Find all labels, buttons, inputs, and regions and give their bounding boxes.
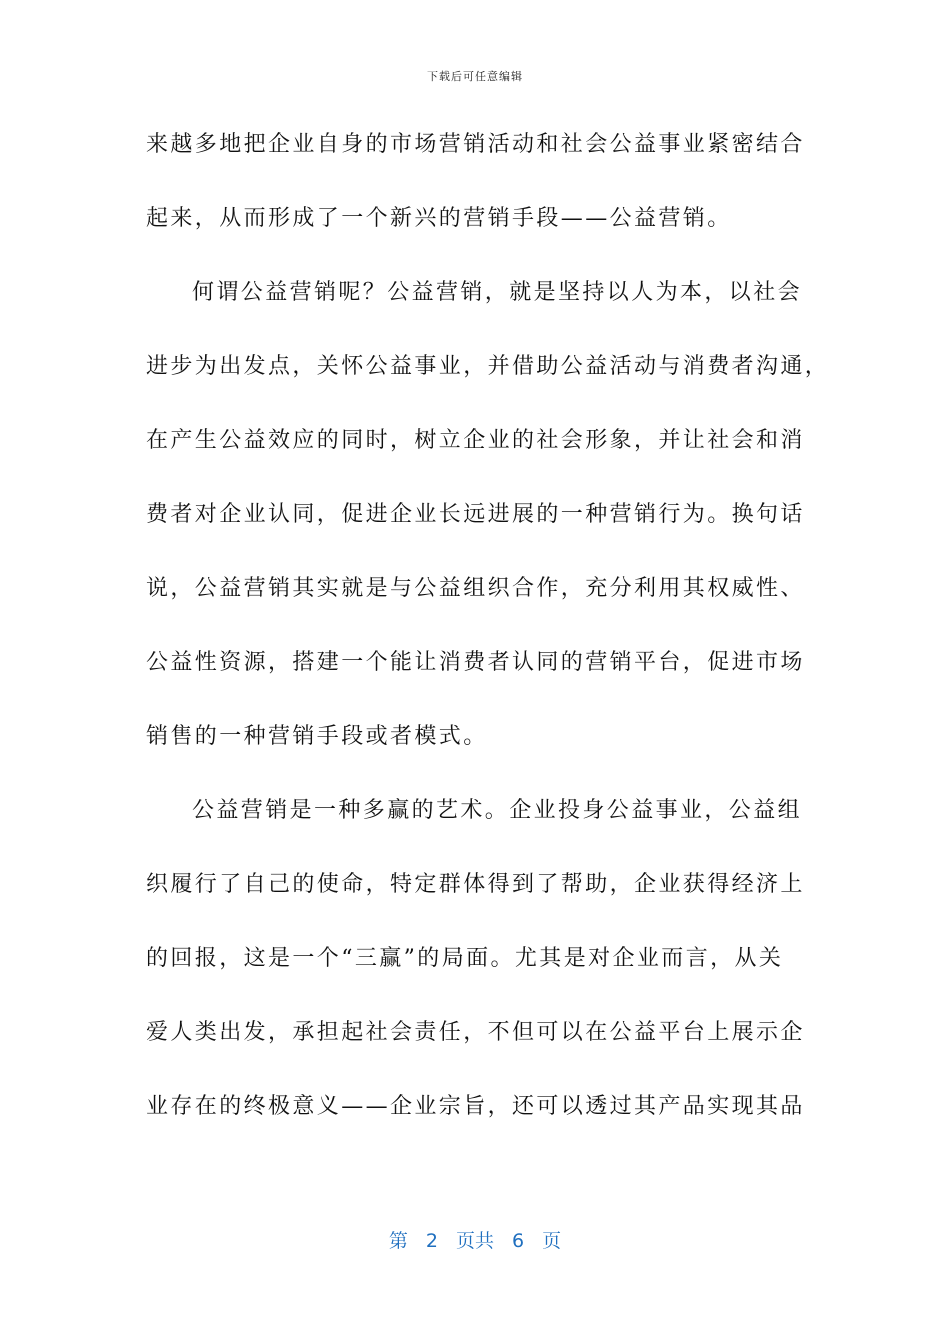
text-line: 在产生公益效应的同时，树立企业的社会形象，并让社会和消 <box>146 428 805 453</box>
text-line: 织履行了自己的使命，特定群体得到了帮助，企业获得经济上 <box>146 872 805 897</box>
body-text <box>146 123 830 1159</box>
text-line: 来越多地把企业自身的市场营销活动和社会公益事业紧密结合 <box>146 132 805 157</box>
text-line: 销售的一种营销手段或者模式。 <box>146 724 488 749</box>
text-line: 业存在的终极意义——企业宗旨，还可以透过其产品实现其品 <box>146 1094 805 1119</box>
footer-prefix: 第 <box>388 1230 408 1252</box>
text-line: 进步为出发点，关怀公益事业，并借助公益活动与消费者沟通， <box>146 354 830 379</box>
footer-middle: 页共 <box>455 1230 494 1252</box>
text-line: 说，公益营销其实就是与公益组织合作，充分利用其权威性、 <box>146 576 805 601</box>
text-line: 费者对企业认同，促进企业长远进展的一种营销行为。换句话 <box>146 502 805 527</box>
page-footer <box>0 1226 950 1253</box>
paragraph-start-line: 何谓公益营销呢？公益营销，就是坚持以人为本，以社会 <box>192 280 803 305</box>
text-line: 的回报，这是一个“三赢”的局面。尤其是对企业而言，从关 <box>146 946 784 971</box>
page-header: 下载后可任意编辑 <box>427 70 523 83</box>
text-line: 爱人类出发，承担起社会责任，不但可以在公益平台上展示企 <box>146 1020 805 1045</box>
paragraph-start-line: 公益营销是一种多赢的艺术。企业投身公益事业，公益组 <box>192 798 803 823</box>
footer-suffix: 页 <box>542 1230 562 1252</box>
text-line: 公益性资源，搭建一个能让消费者认同的营销平台，促进市场 <box>146 650 805 675</box>
footer-total-pages: 6 <box>512 1230 525 1252</box>
footer-current-page: 2 <box>425 1230 438 1252</box>
text-line: 起来，从而形成了一个新兴的营销手段——公益营销。 <box>146 206 732 231</box>
